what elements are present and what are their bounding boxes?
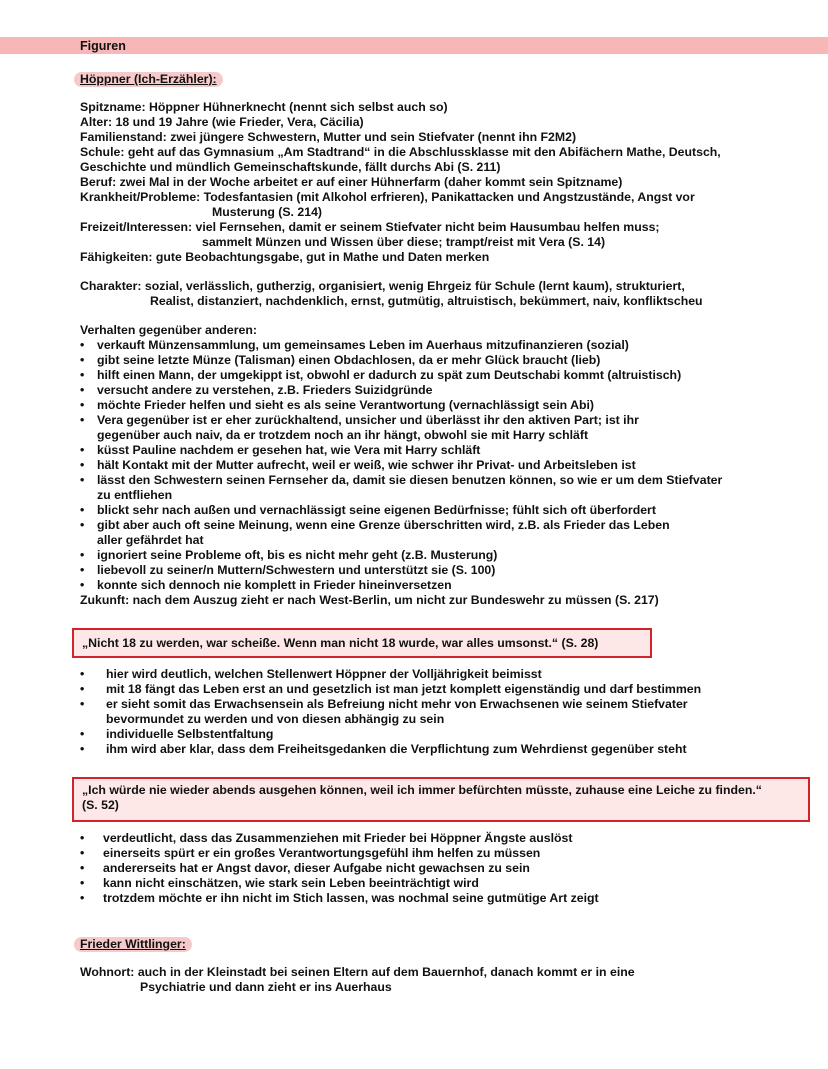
list-item: • trotzdem möchte er ihn nicht im Stich lassen, was nochmal seine gutmütige Art zeigt xyxy=(80,891,780,906)
frieder-home-line: Psychiatrie und dann zieht er ins Auerhaus xyxy=(140,980,392,994)
list-item: • kann nicht einschätzen, wie stark sein Leben beeinträchtigt wird xyxy=(80,876,780,891)
profile-line: Beruf: zwei Mal in der Woche arbeitet er auf einer Hühnerfarm (daher kommt sein Spitzname) xyxy=(80,175,623,189)
list-item: • ihm wird aber klar, dass dem Freiheitsgedanken die Verpflichtung zum Wehrdienst gegenüber steht xyxy=(80,742,780,757)
list-item: • ignoriert seine Probleme oft, bis es nicht mehr geht (z.B. Musterung) xyxy=(80,548,780,563)
list-item: • verdeutlicht, dass das Zusammenziehen mit Frieder bei Höppner Ängste auslöst xyxy=(80,831,780,846)
quote2-analysis xyxy=(80,831,780,906)
quote2-points xyxy=(80,831,780,906)
quote-box-2 xyxy=(72,777,810,822)
list-item: • möchte Frieder helfen und sieht es als seine Verantwortung (vernachlässigt sein Abi) xyxy=(80,398,780,413)
profile-line: Alter: 18 und 19 Jahre (wie Frieder, Vera, Cäcilia) xyxy=(80,115,364,129)
profile-line: Musterung (S. 214) xyxy=(212,205,323,219)
profile-line: Geschichte und mündlich Gemeinschaftskunde, fällt durchs Abi (S. 211) xyxy=(80,160,501,174)
list-item: • individuelle Selbstentfaltung xyxy=(80,727,780,742)
list-item: • mit 18 fängt das Leben erst an und gesetzlich ist man jetzt komplett eigenständig und darf bestimmen xyxy=(80,682,780,697)
quote-box-1 xyxy=(72,628,652,658)
frieder-section xyxy=(80,937,780,995)
hoeppner-profile xyxy=(80,100,780,265)
list-item: • gibt seine letzte Münze (Talisman) einen Obdachlosen, da er mehr Glück braucht (lieb) xyxy=(80,353,780,368)
list-item: • hier wird deutlich, welchen Stellenwert Höppner der Volljährigkeit beimisst xyxy=(80,667,780,682)
quote-text: „Nicht 18 zu werden, war scheiße. Wenn man nicht 18 wurde, war alles umsonst.“ (S. 28) xyxy=(82,636,599,650)
behavior-list xyxy=(80,338,780,593)
list-item: • blickt sehr nach außen und vernachlässigt seine eigenen Bedürfnisse; fühlt sich oft überfordert xyxy=(80,503,780,518)
list-item: • gibt aber auch oft seine Meinung, wenn eine Grenze überschritten wird, z.B. als Frieder das Leben aller gefährdet hat xyxy=(80,518,780,548)
profile-line: Krankheit/Probleme: Todesfantasien (mit Alkohol erfrieren), Panikattacken und Angstzustände, Angst vor xyxy=(80,190,695,204)
character-line: Realist, distanziert, nachdenklich, ernst, gutmütig, altruistisch, bekümmert, naiv, konfliktscheu xyxy=(150,294,703,308)
list-item: • versucht andere zu verstehen, z.B. Frieders Suizidgründe xyxy=(80,383,780,398)
list-item: • andererseits hat er Angst davor, dieser Aufgabe nicht gewachsen zu sein xyxy=(80,861,780,876)
quote-text: „Ich würde nie wieder abends ausgehen können, weil ich immer befürchten müsste, zuhause eine Leiche zu finden.“ xyxy=(82,783,762,797)
profile-line: Schule: geht auf das Gymnasium „Am Stadtrand“ in die Abschlussklasse mit den Abifächern Mathe, Deutsch, xyxy=(80,145,721,159)
character-line: Charakter: sozial, verlässlich, gutherzig, organisiert, wenig Ehrgeiz für Schule (lernt kaum), strukturiert, xyxy=(80,279,685,293)
frieder-home-line: Wohnort: auch in der Kleinstadt bei seinen Eltern auf dem Bauernhof, danach kommt er in eine xyxy=(80,965,635,979)
list-item: • einerseits spürt er ein großes Verantwortungsgefühl ihm helfen zu müssen xyxy=(80,846,780,861)
behavior-title: Verhalten gegenüber anderen: xyxy=(80,323,257,337)
quote1-points xyxy=(80,667,780,757)
profile-line: Spitzname: Höppner Hühnerknecht (nennt sich selbst auch so) xyxy=(80,100,448,114)
quote-source: (S. 52) xyxy=(82,798,119,812)
list-item: • hilft einen Mann, der umgekippt ist, obwohl er dadurch zu spät zum Deutschabi kommt (altruistisch) xyxy=(80,368,780,383)
list-item: • Vera gegenüber ist er eher zurückhaltend, unsicher und überlässt ihr den aktiven Part; ist ihr gegenüber auch naiv, da er trotzdem noch an ihr hängt, obwohl sie mit Harry schläft xyxy=(80,413,780,443)
list-item: • lässt den Schwestern seinen Fernseher da, damit sie diesen benutzen können, so wie er um dem Stiefvater zu entfliehen xyxy=(80,473,780,503)
profile-line: Freizeit/Interessen: viel Fernsehen, damit er seinem Stiefvater nicht beim Hausumbau helfen muss; xyxy=(80,220,660,234)
list-item: • er sieht somit das Erwachsensein als Befreiung nicht mehr von Erwachsenen wie seinem Stiefvater bevormundet zu werden und von diesen abhängig zu sein xyxy=(80,697,780,727)
list-item: • liebevoll zu seiner/n Muttern/Schwestern und unterstützt sie (S. 100) xyxy=(80,563,780,578)
list-item: • verkauft Münzensammlung, um gemeinsames Leben im Auerhaus mitzufinanzieren (sozial) xyxy=(80,338,780,353)
section-header-band xyxy=(0,37,828,54)
list-item: • küsst Pauline nachdem er gesehen hat, wie Vera mit Harry schläft xyxy=(80,443,780,458)
profile-line: Fähigkeiten: gute Beobachtungsgabe, gut in Mathe und Daten merken xyxy=(80,250,490,264)
list-item: • konnte sich dennoch nie komplett in Frieder hineinversetzen xyxy=(80,578,780,593)
quote1-analysis xyxy=(80,667,780,757)
section-title: Figuren xyxy=(80,39,126,53)
list-item: • hält Kontakt mit der Mutter aufrecht, weil er weiß, wie schwer ihr Privat- und Arbeitsleben ist xyxy=(80,458,780,473)
hoeppner-section xyxy=(80,72,780,608)
profile-line: Familienstand: zwei jüngere Schwestern, Mutter und sein Stiefvater (nennt ihn F2M2) xyxy=(80,130,577,144)
future-line: Zukunft: nach dem Auszug zieht er nach West-Berlin, um nicht zur Bundeswehr zu müssen (S. 217) xyxy=(80,593,659,607)
profile-line: sammelt Münzen und Wissen über diese; trampt/reist mit Vera (S. 14) xyxy=(202,235,606,249)
hoeppner-heading: Höppner (Ich-Erzähler): xyxy=(74,72,223,87)
frieder-heading: Frieder Wittlinger: xyxy=(74,937,192,952)
hoeppner-character xyxy=(80,279,780,309)
